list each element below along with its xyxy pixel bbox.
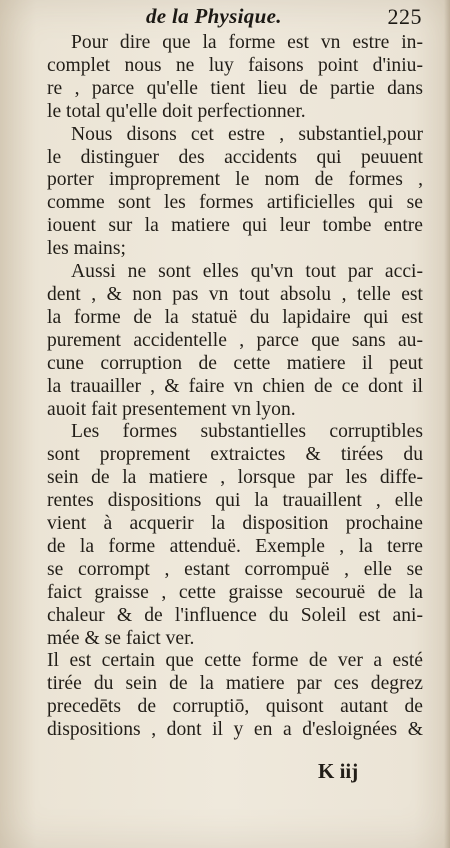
text-line: faict graisse , cette graisse secouruë de la bbox=[47, 581, 423, 603]
text-line: Aussi ne sont elles qu'vn tout par acci- bbox=[71, 261, 423, 283]
text-line: les mains; bbox=[47, 238, 126, 260]
text-line: iouent sur la matiere qui leur tombe entre bbox=[47, 215, 423, 237]
signature-mark: K iij bbox=[318, 759, 359, 783]
paragraph-5 bbox=[47, 650, 423, 742]
text-line: se corrompt , estant corrompuë , elle se bbox=[47, 558, 423, 580]
page-number: 225 bbox=[387, 4, 422, 29]
text-line: Pour dire que la forme est vn estre in- bbox=[71, 32, 423, 53]
text-line: le total qu'elle doit perfectionner. bbox=[47, 100, 306, 122]
paragraph-2 bbox=[47, 124, 423, 261]
text-line: dispositions , dont il y en a d'esloignées & bbox=[47, 719, 423, 741]
text-line: Il est certain que cette forme de ver a esté bbox=[47, 650, 423, 672]
text-line: sont proprement extraictes & tirées du bbox=[47, 444, 423, 466]
text-line: sein de la matiere , lorsque par les diffe- bbox=[47, 467, 423, 489]
text-line: mée & se faict ver. bbox=[47, 627, 195, 649]
text-line: rentes dispositions qui la trauaillent , elle bbox=[47, 490, 423, 512]
text-line: la trauailler , & faire vn chien de ce dont il bbox=[47, 375, 423, 397]
text-line: complet nous ne luy faisons point d'iniu- bbox=[47, 54, 423, 76]
text-line: la forme de la statuë du lapidaire qui est bbox=[47, 306, 423, 328]
text-line: porter improprement le nom de formes , bbox=[47, 169, 423, 191]
text-line: le distinguer des accidents qui peuuent bbox=[47, 146, 423, 168]
text-line: Nous disons cet estre , substantiel,pour bbox=[71, 123, 423, 145]
running-head: de la Physique. bbox=[146, 4, 282, 28]
text-line: vient à acquerir la disposition prochaine bbox=[47, 513, 423, 535]
text-line: purement accidentelle , parce que sans au- bbox=[47, 329, 423, 351]
text-line: comme sont les formes artificielles qui se bbox=[47, 192, 423, 214]
text-line: cune corruption de cette matiere il peut bbox=[47, 352, 423, 374]
paragraph-3 bbox=[47, 261, 423, 421]
text-line: precedēts de corruptiō, quisont autant de bbox=[47, 696, 423, 718]
text-line: auoit fait presentement vn lyon. bbox=[47, 398, 296, 420]
text-line: Les formes substantielles corruptibles bbox=[71, 421, 423, 443]
body-text bbox=[47, 32, 423, 742]
text-line: re , parce qu'elle tient lieu de partie dans bbox=[47, 77, 423, 99]
page-header bbox=[46, 4, 422, 30]
text-line: chaleur & de l'influence du Soleil est ani- bbox=[47, 604, 423, 626]
text-line: de la forme attenduë. Exemple , la terre bbox=[47, 535, 423, 557]
text-line: dent , & non pas vn tout absolu , telle est bbox=[47, 283, 423, 305]
text-line: tirée du sein de la matiere par ces degrez bbox=[47, 673, 423, 695]
page-edge-shadow bbox=[444, 0, 450, 848]
paragraph-1 bbox=[47, 32, 423, 124]
paragraph-4 bbox=[47, 421, 423, 650]
